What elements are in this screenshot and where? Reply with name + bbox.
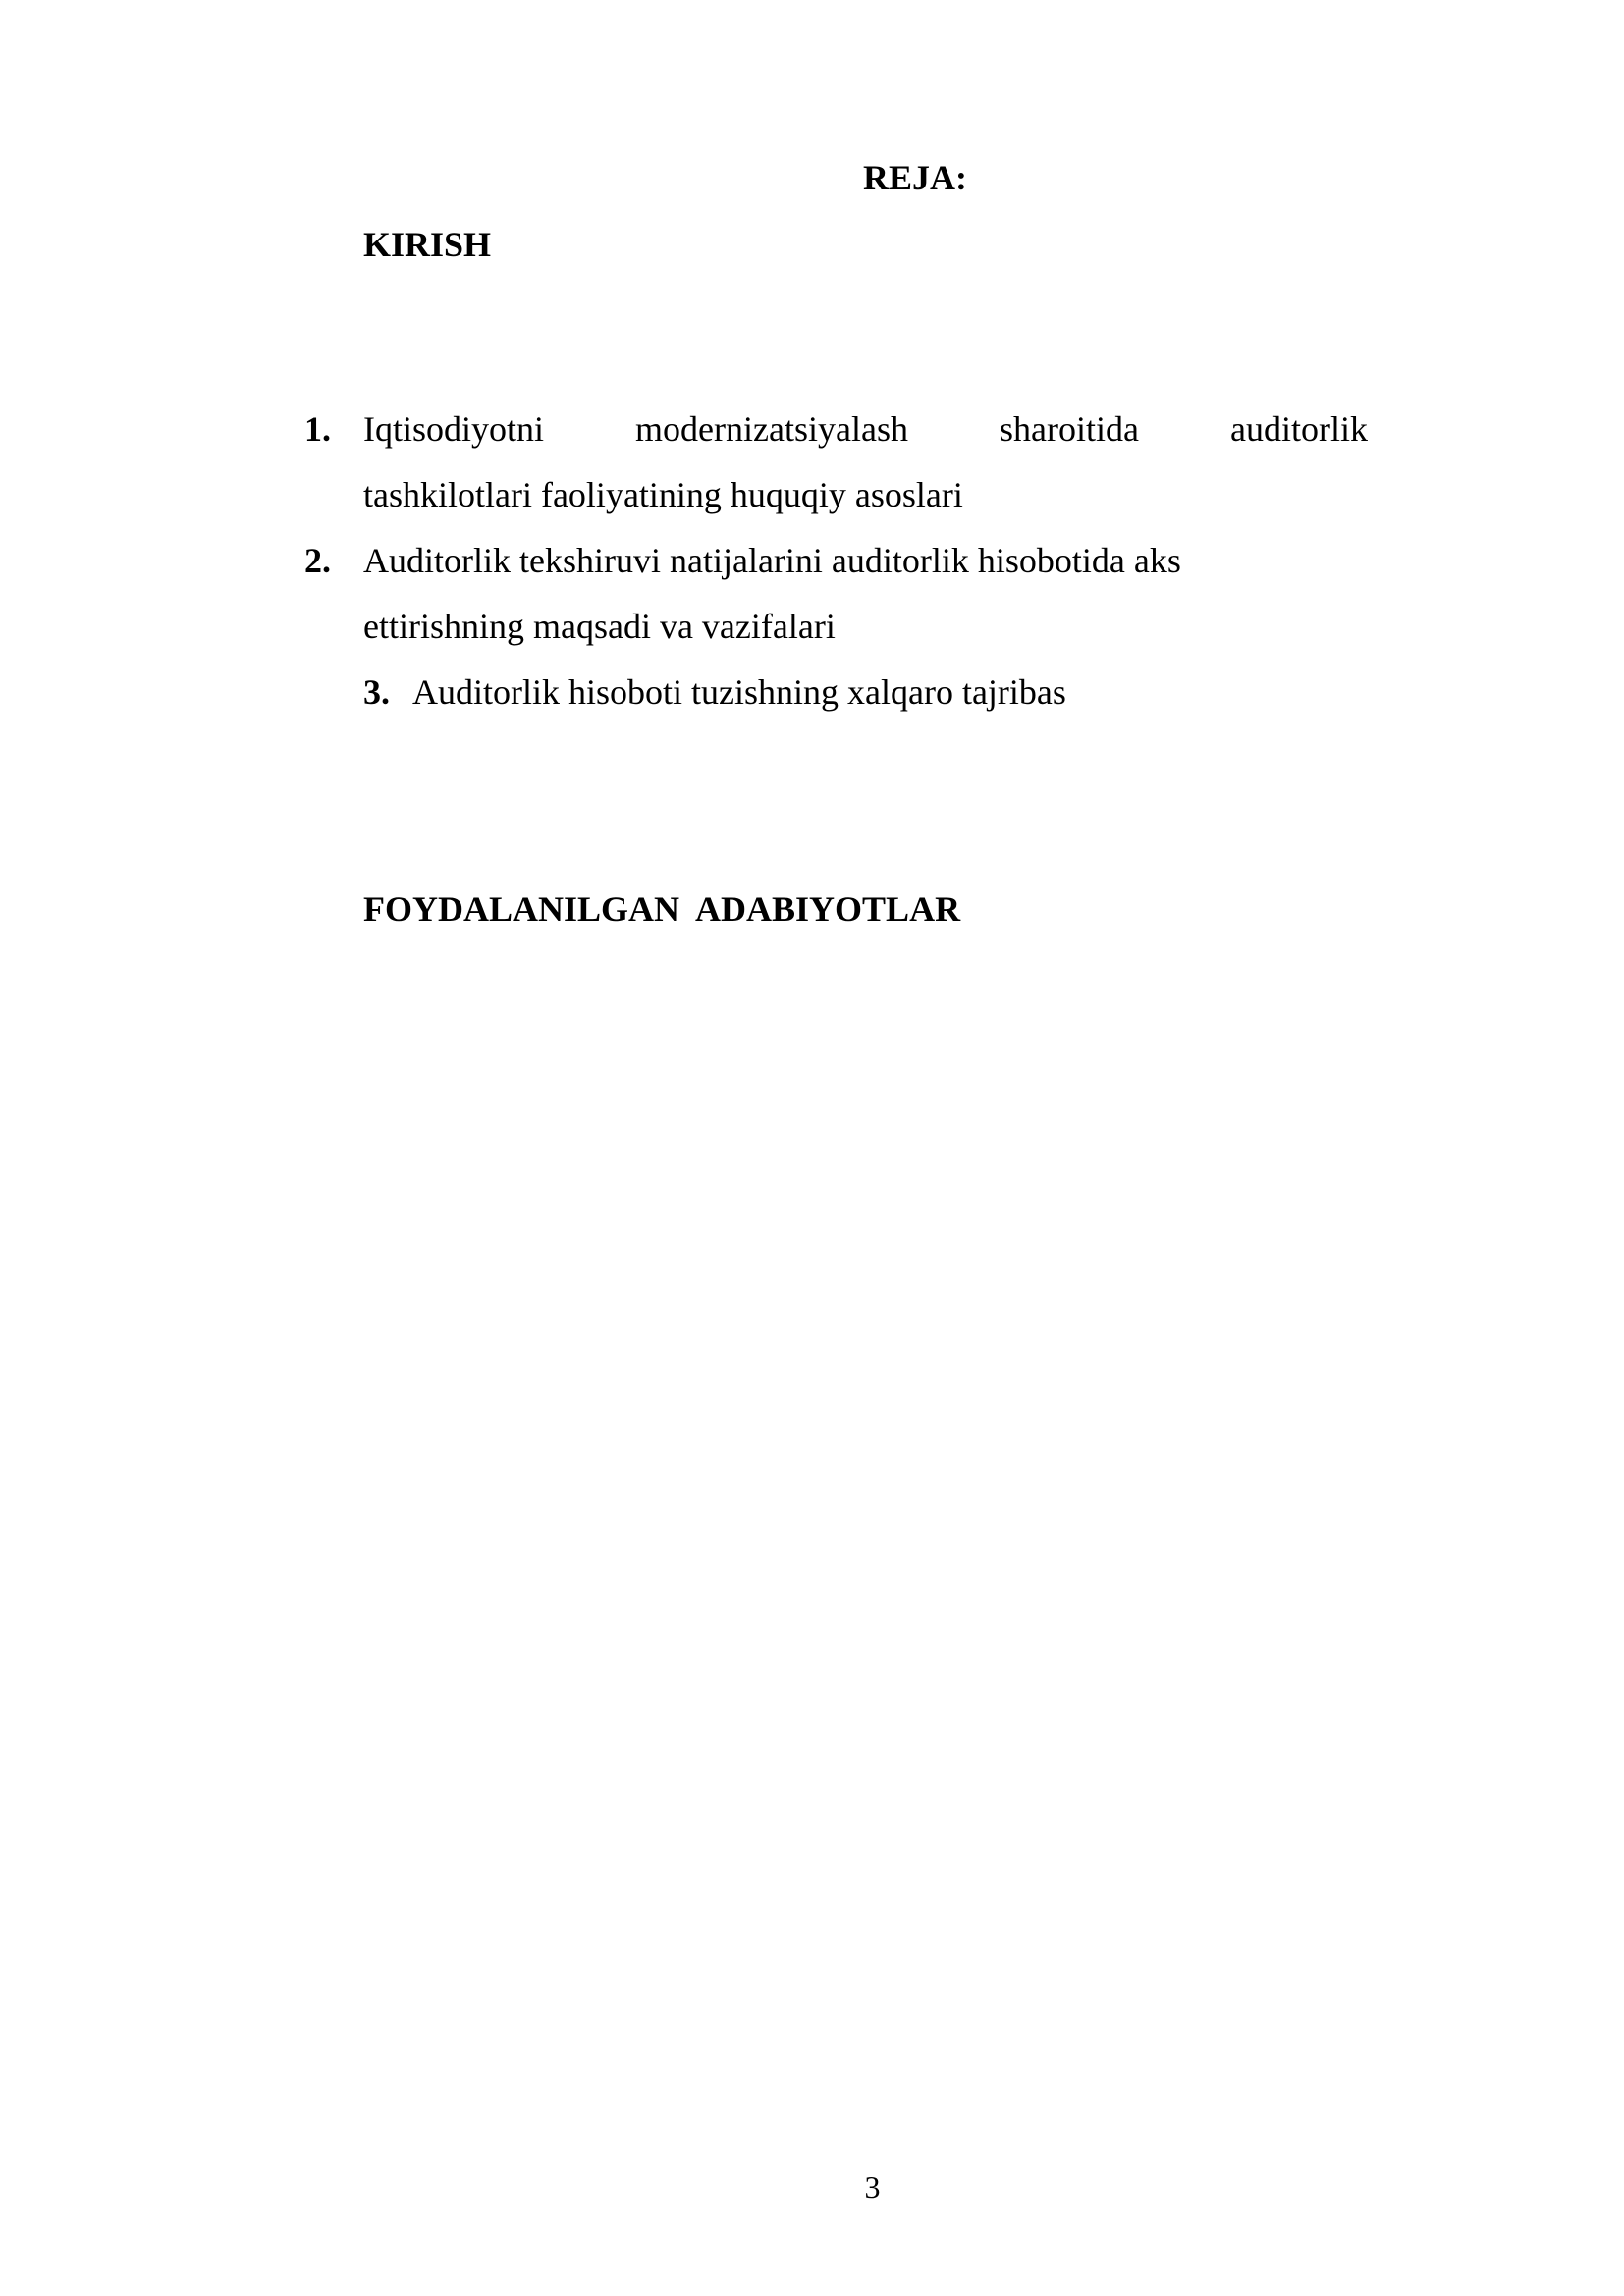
page-number: 3: [864, 2169, 881, 2205]
references-heading: [363, 889, 960, 929]
plan-item-text-line: tashkilotlari faoliyatining huquqiy asoslari: [363, 475, 963, 514]
intro-heading: KIRISH: [363, 225, 492, 264]
plan-item-number: 1.: [304, 409, 331, 449]
plan-item-text: Auditorlik hisoboti tuzishning xalqaro tajribas: [412, 672, 1066, 712]
plan-item-text-line: Iqtisodiyotni modernizatsiyalash sharoitida auditorlik: [363, 409, 1368, 449]
plan-item-text: [363, 397, 1368, 528]
plan-item-text-line: ettirishning maqsadi va vazifalari: [363, 607, 836, 646]
page-title: REJA:: [863, 158, 967, 197]
plan-item-number: 3.: [363, 672, 390, 712]
plan-item-text-line: Auditorlik tekshiruvi natijalarini auditorlik hisobotida aks: [363, 541, 1181, 580]
plan-item-text: [363, 528, 1276, 660]
plan-item-number: 2.: [304, 541, 331, 580]
references-heading-text: FOYDALANILGAN ADABIYOTLAR: [363, 889, 961, 929]
